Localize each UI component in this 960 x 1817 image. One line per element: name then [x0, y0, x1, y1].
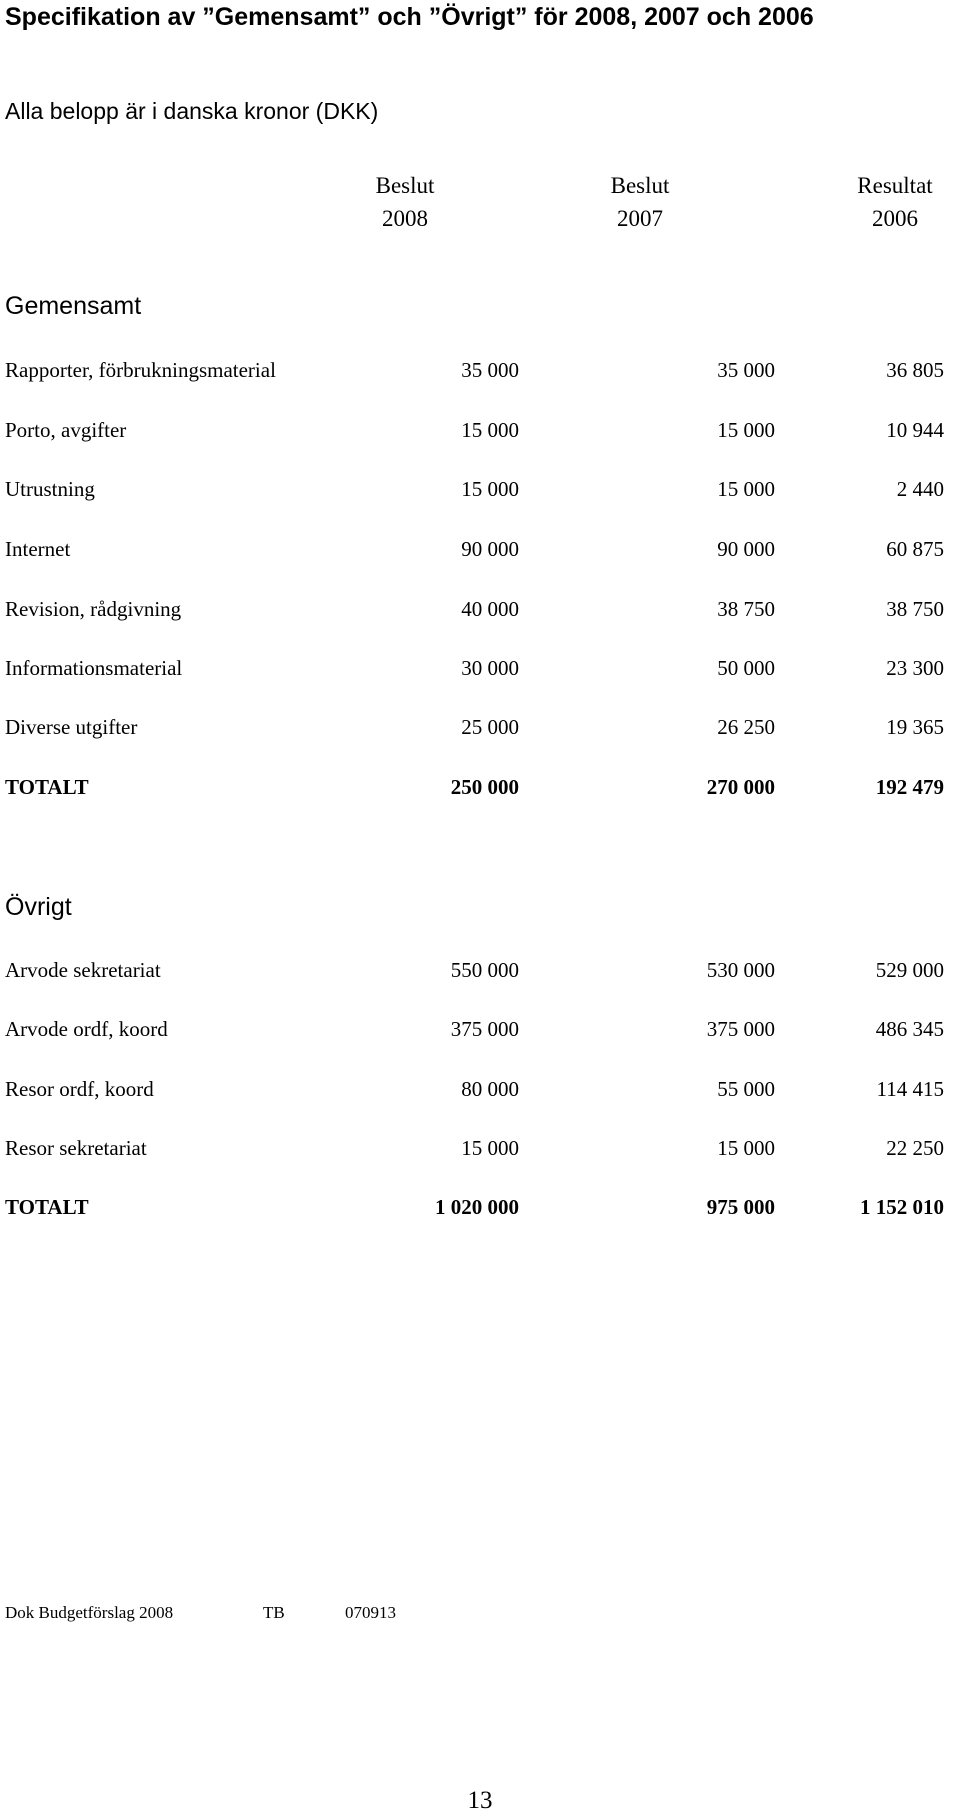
table-row [0, 537, 960, 567]
table-row [0, 597, 960, 627]
table-row [0, 1136, 960, 1166]
section-heading-gemensamt: Gemensamt [5, 292, 142, 320]
value-2007: 50 000 [717, 656, 775, 680]
row-label: Resor ordf, koord [5, 1077, 154, 1101]
row-label: Diverse utgifter [5, 715, 138, 739]
value-2006: 114 415 [876, 1077, 944, 1101]
value-2006: 23 300 [886, 656, 944, 680]
value-2007: 26 250 [717, 715, 775, 739]
value-2007: 38 750 [717, 597, 775, 621]
value-2008: 15 000 [461, 1136, 519, 1160]
value-2008: 30 000 [461, 656, 519, 680]
table-row [0, 477, 960, 507]
value-2006: 60 875 [886, 537, 944, 561]
page-number: 13 [467, 1787, 493, 1814]
column-header-2007-line1: Beslut [610, 173, 670, 198]
column-header-2006-line1: Resultat [857, 173, 933, 198]
table-row [0, 1017, 960, 1047]
footer-author: TB [263, 1603, 285, 1622]
value-2008: 550 000 [450, 958, 519, 982]
total-label: TOTALT [5, 775, 89, 799]
table-row [0, 358, 960, 388]
value-2007: 375 000 [706, 1017, 775, 1041]
value-2006: 10 944 [886, 418, 944, 442]
total-2007: 270 000 [706, 775, 775, 799]
total-2008: 250 000 [450, 775, 519, 799]
table-row [0, 656, 960, 686]
value-2006: 36 805 [886, 358, 944, 382]
value-2006: 529 000 [875, 958, 944, 982]
row-label: Utrustning [5, 477, 95, 501]
table-row [0, 715, 960, 745]
row-label: Resor sekretariat [5, 1136, 147, 1160]
column-header-2008-line1: Beslut [375, 173, 435, 198]
section-heading-ovrigt: Övrigt [5, 893, 72, 921]
row-label: Revision, rådgivning [5, 597, 182, 621]
value-2006: 486 345 [875, 1017, 944, 1041]
row-label: Internet [5, 537, 71, 561]
value-2006: 19 365 [886, 715, 944, 739]
value-2008: 15 000 [461, 477, 519, 501]
value-2008: 35 000 [461, 358, 519, 382]
value-2006: 22 250 [886, 1136, 944, 1160]
value-2008: 90 000 [461, 537, 519, 561]
footer-date: 070913 [345, 1603, 396, 1622]
document-title: Specifikation av ”Gemensamt” och ”Övrigt” för 2008, 2007 och 2006 [5, 3, 814, 31]
value-2007: 15 000 [717, 477, 775, 501]
total-row-gemensamt [0, 775, 960, 805]
row-label: Informationsmaterial [5, 656, 183, 680]
value-2007: 15 000 [717, 418, 775, 442]
value-2008: 40 000 [461, 597, 519, 621]
currency-note: Alla belopp är i danska kronor (DKK) [5, 98, 379, 124]
row-label: Porto, avgifter [5, 418, 127, 442]
table-row [0, 418, 960, 448]
value-2008: 15 000 [461, 418, 519, 442]
table-row [0, 1077, 960, 1107]
total-2006: 192 479 [875, 775, 944, 799]
column-header-2008-line2: 2008 [382, 206, 428, 231]
column-header-2006 [840, 169, 950, 235]
value-2006: 2 440 [896, 477, 944, 501]
total-2007: 975 000 [706, 1195, 775, 1219]
value-2007: 15 000 [717, 1136, 775, 1160]
total-label: TOTALT [5, 1195, 89, 1219]
column-header-2007-line2: 2007 [617, 206, 663, 231]
column-header-2008 [360, 169, 450, 235]
value-2006: 38 750 [886, 597, 944, 621]
value-2007: 35 000 [717, 358, 775, 382]
value-2008: 80 000 [461, 1077, 519, 1101]
table-row [0, 958, 960, 988]
value-2008: 25 000 [461, 715, 519, 739]
total-row-ovrigt [0, 1195, 960, 1225]
column-header-2007 [595, 169, 685, 235]
column-header-2006-line2: 2006 [872, 206, 918, 231]
value-2007: 530 000 [706, 958, 775, 982]
row-label: Arvode sekretariat [5, 958, 161, 982]
value-2007: 90 000 [717, 537, 775, 561]
total-2008: 1 020 000 [435, 1195, 519, 1219]
value-2008: 375 000 [450, 1017, 519, 1041]
row-label: Arvode ordf, koord [5, 1017, 168, 1041]
row-label: Rapporter, förbrukningsmaterial [5, 358, 276, 382]
total-2006: 1 152 010 [860, 1195, 944, 1219]
value-2007: 55 000 [717, 1077, 775, 1101]
footer-document-name: Dok Budgetförslag 2008 [5, 1603, 174, 1622]
